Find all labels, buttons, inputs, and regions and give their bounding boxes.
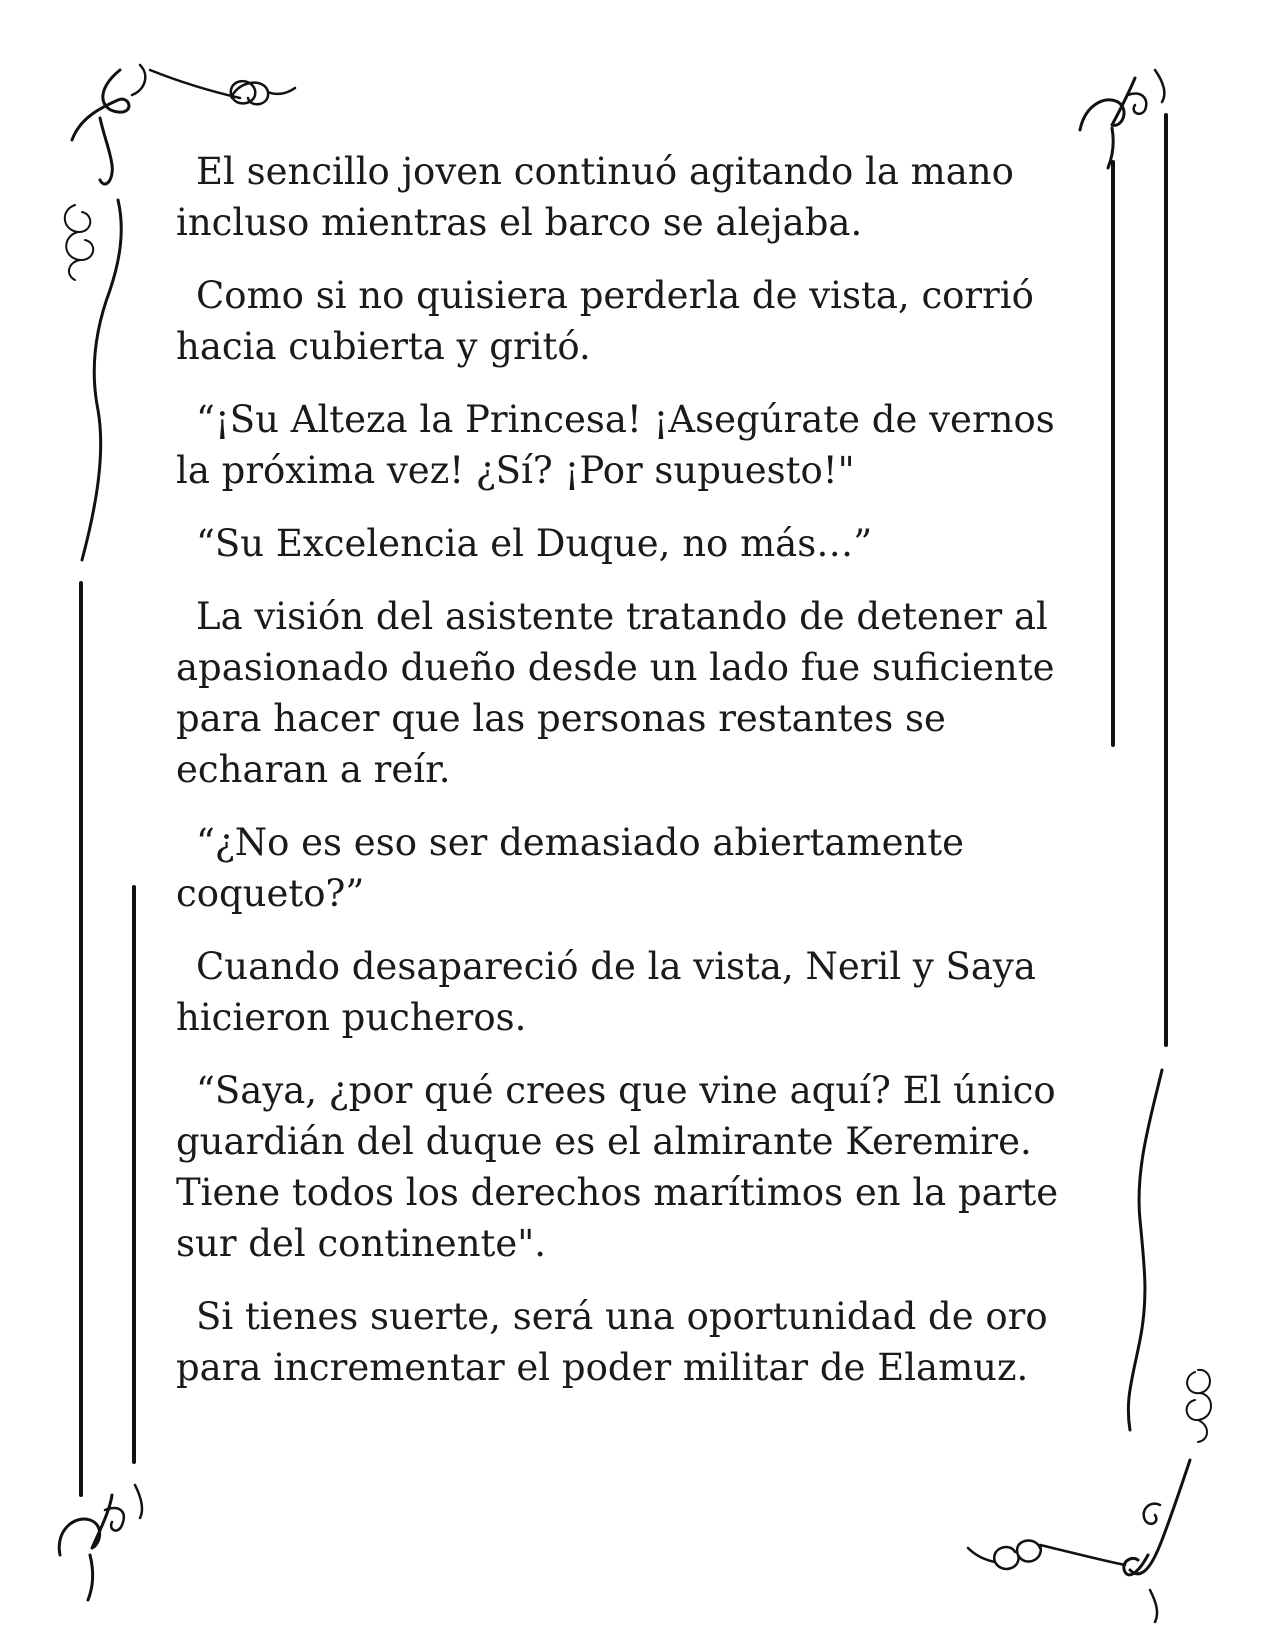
paragraph: Como si no quisiera perderla de vista, corrió hacia cubierta y gritó. [176, 274, 1034, 368]
body-text [176, 146, 1081, 1415]
paragraph: La visión del asistente tratando de detener al apasionado dueño desde un lado fue suficiente para hacer que las personas restantes se echaran a reír. [176, 595, 1055, 791]
paragraph: El sencillo joven continuó agitando la mano incluso mientras el barco se alejaba. [176, 150, 1014, 244]
paragraph: Cuando desapareció de la vista, Neril y Saya hicieron pucheros. [176, 945, 1036, 1039]
bottom-left-flourish-icon [59, 1485, 142, 1600]
paragraph: “¿No es eso ser demasiado abiertamente coqueto?” [176, 821, 965, 915]
paragraph: “Saya, ¿por qué crees que vine aquí? El único guardián del duque es el almirante Keremire. Tiene todos los derechos marítimos en la parte sur del continente". [176, 1069, 1059, 1265]
paragraph: Si tienes suerte, será una oportunidad de oro para incrementar el poder militar de Elamuz. [176, 1295, 1048, 1389]
paragraph: “Su Excelencia el Duque, no más…” [196, 522, 873, 565]
paragraph: “¡Su Alteza la Princesa! ¡Asegúrate de vernos la próxima vez! ¿Sí? ¡Por supuesto!" [176, 398, 1055, 492]
top-right-flourish-icon [1080, 70, 1166, 1045]
